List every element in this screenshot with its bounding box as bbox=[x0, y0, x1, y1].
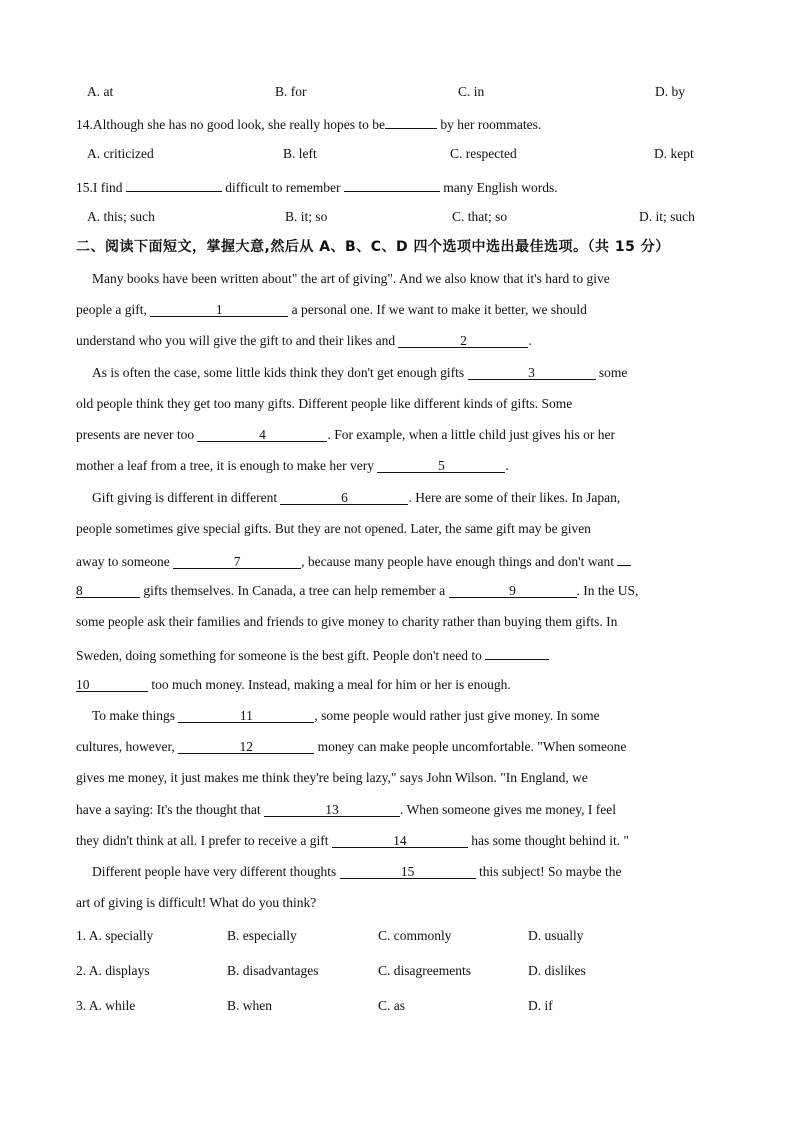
q15-part1: 15.I find bbox=[76, 180, 126, 195]
cloze-blank-13[interactable]: 13 bbox=[264, 800, 400, 817]
passage-line: away to someone 7 , because many people have enough things and don't want bbox=[76, 549, 631, 571]
option-a: A. this; such bbox=[87, 209, 155, 224]
answer-options-row bbox=[0, 995, 794, 1017]
answer-blank[interactable] bbox=[344, 175, 440, 192]
cloze-blank-1[interactable]: 1 bbox=[150, 300, 288, 317]
q14-stem-before: 14.Although she has no good look, she really hopes to be bbox=[76, 117, 385, 132]
answer-blank[interactable] bbox=[485, 643, 549, 660]
option-d: D. it; such bbox=[639, 209, 695, 224]
option-b: B. left bbox=[283, 146, 317, 161]
cloze-blank-8[interactable]: 8 bbox=[76, 581, 140, 598]
passage-line: Gift giving is different in different 6 . Here are some of their likes. In Japan, bbox=[92, 490, 621, 505]
passage-line: people sometimes give special gifts. But they are not opened. Later, the same gift may be given bbox=[76, 521, 591, 536]
option-c: C. disagreements bbox=[378, 963, 471, 978]
option-c: C. as bbox=[378, 998, 405, 1013]
option-c: C. that; so bbox=[452, 209, 508, 224]
passage-line: people a gift, 1 a personal one. If we want to make it better, we should bbox=[76, 302, 587, 317]
cloze-blank-10[interactable]: 10 bbox=[76, 675, 148, 692]
q14-stem-after: by her roommates. bbox=[436, 117, 542, 132]
cloze-blank-7[interactable]: 7 bbox=[173, 552, 301, 569]
q15-stem bbox=[0, 175, 794, 197]
passage-line: understand who you will give the gift to and their likes and 2 . bbox=[76, 333, 532, 348]
option-a: 1. A. specially bbox=[76, 928, 154, 943]
passage-line: cultures, however, 12 money can make people uncomfortable. "When someone bbox=[76, 739, 627, 754]
option-b: B. especially bbox=[227, 928, 297, 943]
option-d: D. kept bbox=[654, 146, 694, 161]
option-a: A. criticized bbox=[87, 146, 154, 161]
passage-line: they didn't think at all. I prefer to receive a gift 14 has some thought behind it. " bbox=[76, 833, 629, 848]
option-c: C. respected bbox=[450, 146, 517, 161]
cloze-blank-11[interactable]: 11 bbox=[178, 706, 314, 723]
cloze-blank-3[interactable]: 3 bbox=[468, 363, 596, 380]
passage-line: 10 too much money. Instead, making a meal for him or her is enough. bbox=[76, 677, 511, 692]
option-d: D. if bbox=[528, 998, 553, 1013]
cloze-blank-14[interactable]: 14 bbox=[332, 831, 468, 848]
passage-line: gives me money, it just makes me think they're being lazy," says John Wilson. "In England, we bbox=[76, 770, 588, 785]
q13-options-row bbox=[0, 81, 794, 103]
answer-blank[interactable] bbox=[385, 112, 437, 129]
passage-line: old people think they get too many gifts. Different people like different kinds of gifts. Some bbox=[76, 396, 573, 411]
option-d: D. by bbox=[655, 84, 685, 99]
option-a: A. at bbox=[87, 84, 114, 99]
answer-options-row bbox=[0, 925, 794, 947]
passage-line: 8 gifts themselves. In Canada, a tree can help remember a 9 . In the US, bbox=[76, 583, 639, 598]
option-a: 2. A. displays bbox=[76, 963, 150, 978]
q15-part3: many English words. bbox=[439, 180, 558, 195]
answer-blank[interactable] bbox=[617, 549, 631, 566]
section-heading: 二、阅读下面短文，掌握大意,然后从 A、B、C、D 四个选项中选出最佳选项。（共 15 分） bbox=[76, 239, 670, 255]
q14-stem bbox=[0, 112, 794, 134]
cloze-blank-9[interactable]: 9 bbox=[449, 581, 577, 598]
passage-line: To make things 11 , some people would rather just give money. In some bbox=[92, 708, 600, 723]
passage-line: Different people have very different thoughts 15 this subject! So maybe the bbox=[92, 864, 622, 879]
option-b: B. disadvantages bbox=[227, 963, 319, 978]
option-c: C. in bbox=[458, 84, 485, 99]
q14-options-row bbox=[0, 143, 794, 165]
passage-line: Many books have been written about" the art of giving". And we also know that it's hard to give bbox=[92, 271, 610, 286]
cloze-blank-4[interactable]: 4 bbox=[197, 425, 327, 442]
passage-line: Sweden, doing something for someone is the best gift. People don't need to bbox=[76, 643, 549, 665]
passage-line: have a saying: It's the thought that 13 . When someone gives me money, I feel bbox=[76, 802, 616, 817]
option-b: B. when bbox=[227, 998, 272, 1013]
passage-line: presents are never too 4 . For example, when a little child just gives his or her bbox=[76, 427, 616, 442]
option-d: D. usually bbox=[528, 928, 584, 943]
q15-options-row bbox=[0, 206, 794, 228]
passage-line: some people ask their families and friends to give money to charity rather than buying them gifts. In bbox=[76, 614, 618, 629]
answer-options-row bbox=[0, 960, 794, 982]
cloze-blank-2[interactable]: 2 bbox=[398, 331, 528, 348]
option-d: D. dislikes bbox=[528, 963, 586, 978]
option-a: 3. A. while bbox=[76, 998, 136, 1013]
passage-line: art of giving is difficult! What do you think? bbox=[76, 895, 317, 910]
cloze-blank-5[interactable]: 5 bbox=[377, 456, 505, 473]
answer-blank[interactable] bbox=[126, 175, 222, 192]
cloze-blank-6[interactable]: 6 bbox=[280, 488, 408, 505]
passage-line: mother a leaf from a tree, it is enough to make her very 5 . bbox=[76, 458, 509, 473]
option-b: B. it; so bbox=[285, 209, 328, 224]
q15-part2: difficult to remember bbox=[221, 180, 344, 195]
passage-line: As is often the case, some little kids think they don't get enough gifts 3 some bbox=[92, 365, 628, 380]
cloze-blank-12[interactable]: 12 bbox=[178, 737, 314, 754]
option-b: B. for bbox=[275, 84, 307, 99]
option-c: C. commonly bbox=[378, 928, 452, 943]
cloze-blank-15[interactable]: 15 bbox=[340, 862, 476, 879]
